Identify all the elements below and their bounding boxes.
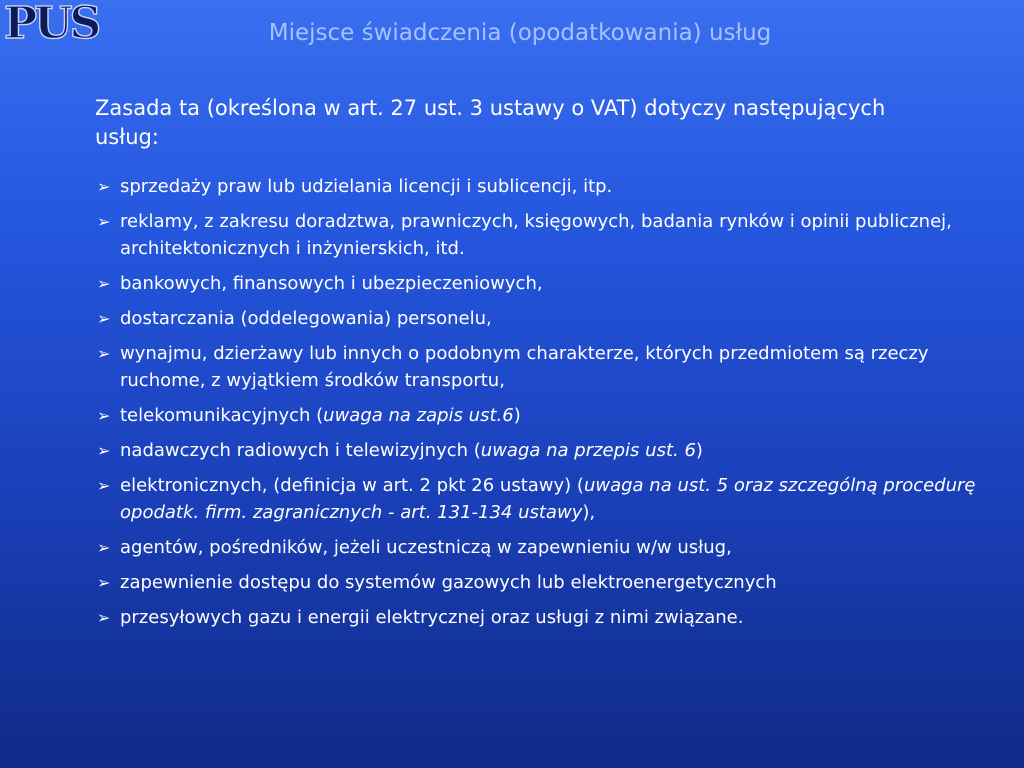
list-item (97, 270, 977, 297)
item-text: nadawczych radiowych i telewizyjnych ( (120, 440, 481, 461)
item-text: wynajmu, dzierżawy lub innych o podobnym charakterze, których przedmiotem są rzeczy ruchome, z wyjątkiem środków transportu, (120, 343, 929, 391)
item-text: dostarczania (oddelegowania) personelu, (120, 308, 492, 329)
item-note: uwaga na ust. 5 oraz szczególną procedurę opodatk. firm. zagranicznych - art. 131-134 ustawy (120, 475, 976, 523)
item-text: zapewnienie dostępu do systemów gazowych lub elektroenergetycznych (120, 572, 777, 593)
list-item (97, 569, 977, 596)
item-text-end: ), (582, 502, 596, 523)
arrowhead-right-icon: ➢ (97, 573, 111, 592)
arrowhead-right-icon: ➢ (97, 177, 111, 196)
arrowhead-right-icon: ➢ (97, 538, 111, 557)
arrowhead-right-icon: ➢ (97, 344, 111, 363)
item-note: uwaga na zapis ust.6 (323, 405, 514, 426)
arrowhead-right-icon: ➢ (97, 608, 111, 627)
item-text-end: ) (513, 405, 521, 426)
arrowhead-right-icon: ➢ (97, 212, 111, 231)
list-item (97, 534, 977, 561)
item-note: uwaga na przepis ust. 6 (480, 440, 696, 461)
item-text: sprzedaży praw lub udzielania licencji i sublicencji, itp. (120, 176, 613, 197)
list-item (97, 402, 977, 429)
arrowhead-right-icon: ➢ (97, 441, 111, 460)
intro-text: Zasada ta (określona w art. 27 ust. 3 ustawy o VAT) dotyczy następujących usług: (95, 96, 886, 149)
slide-title: Miejsce świadczenia (opodatkowania) usług (268, 20, 772, 46)
item-text: telekomunikacyjnych ( (120, 405, 324, 426)
arrowhead-right-icon: ➢ (97, 406, 111, 425)
item-text: agentów, pośredników, jeżeli uczestniczą w zapewnieniu w/w usług, (120, 537, 732, 558)
list-item (97, 604, 977, 631)
item-text: bankowych, finansowych i ubezpieczeniowych, (120, 273, 543, 294)
item-text-end: ) (695, 440, 703, 461)
list-item (97, 173, 977, 200)
list-item (97, 340, 977, 394)
list-item (97, 437, 977, 464)
list-item (97, 305, 977, 332)
services-list (97, 173, 977, 639)
list-item (97, 472, 977, 526)
arrowhead-right-icon: ➢ (97, 309, 111, 328)
list-item (97, 208, 977, 262)
arrowhead-right-icon: ➢ (97, 476, 111, 495)
item-text: reklamy, z zakresu doradztwa, prawniczych, księgowych, badania rynków i opinii publicznej, architektonicznych i inżynierskich, itd. (120, 211, 952, 259)
arrowhead-right-icon: ➢ (97, 274, 111, 293)
item-text: przesyłowych gazu i energii elektrycznej oraz usługi z nimi związane. (120, 607, 744, 628)
pus-logo: PUS (4, 0, 99, 49)
item-text: elektronicznych, (definicja w art. 2 pkt 26 ustawy) ( (120, 475, 584, 496)
